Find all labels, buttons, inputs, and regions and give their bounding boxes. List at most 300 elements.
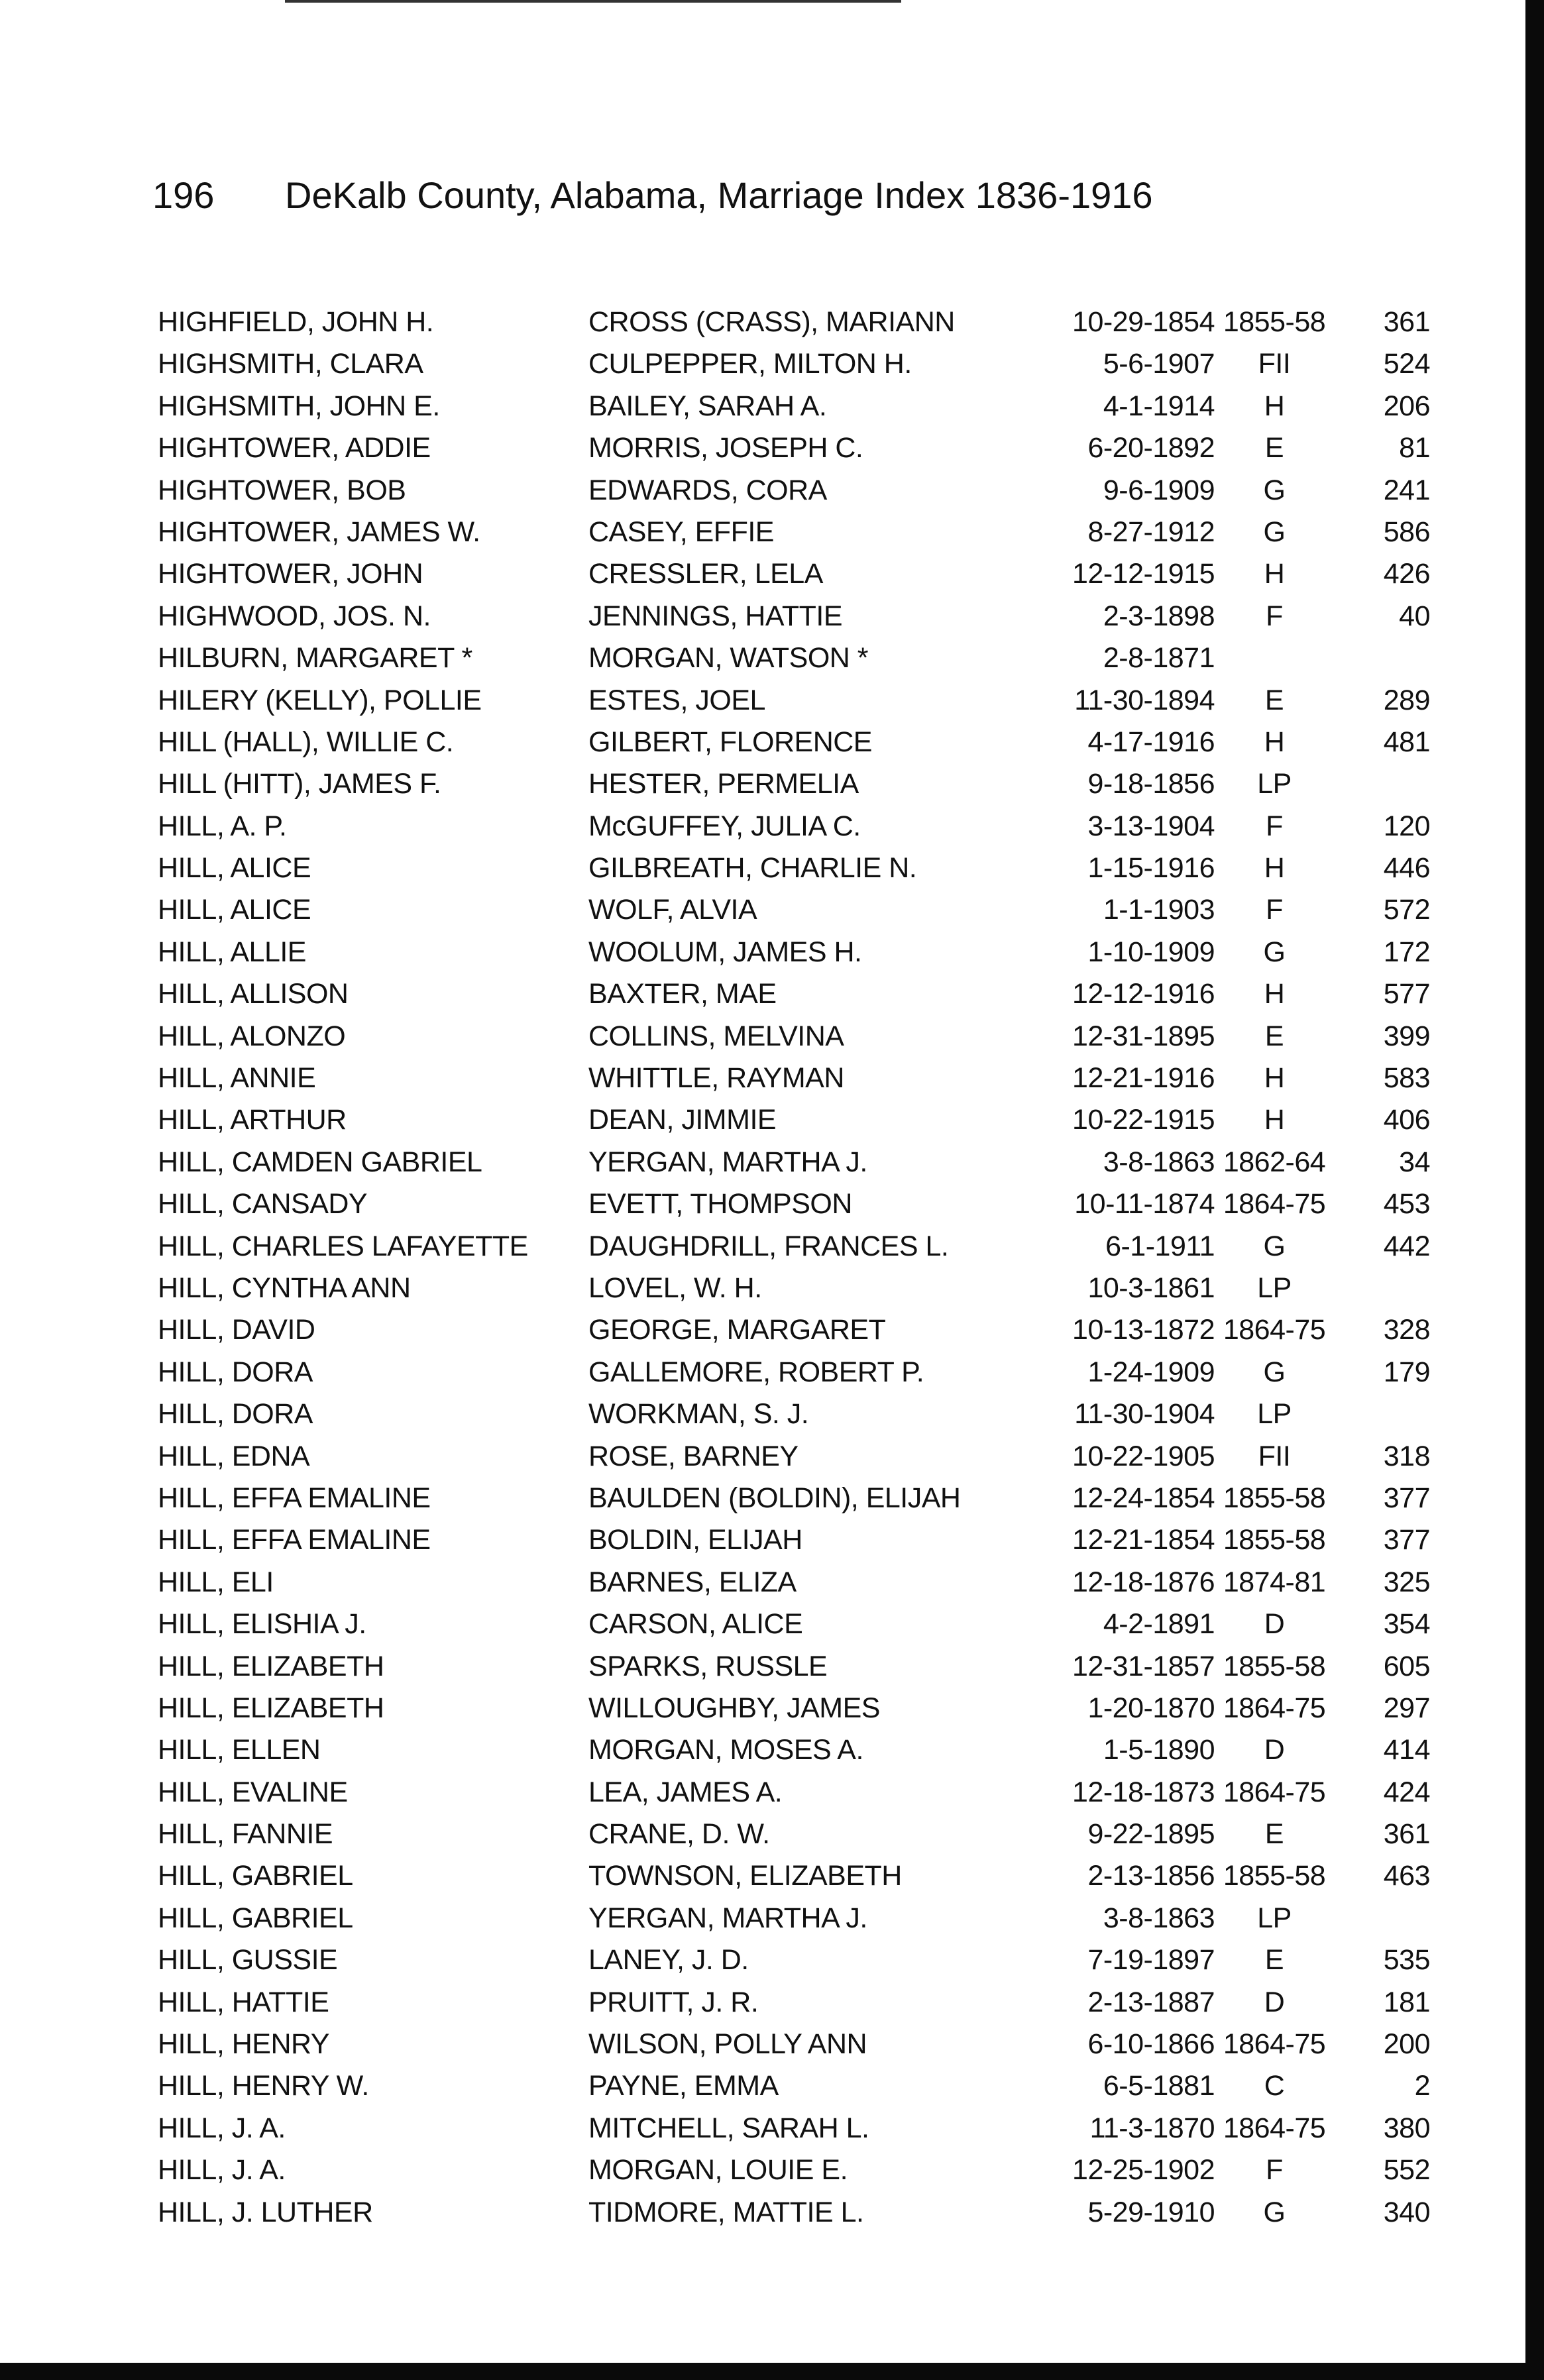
marriage-date: 12-31-1857: [1072, 1650, 1215, 1682]
spouse-name: CROSS (CRASS), MARIANN: [588, 306, 955, 338]
record-page: [1334, 1898, 1430, 1939]
record-page: 206: [1383, 390, 1430, 422]
record-page: 325: [1383, 1566, 1430, 1598]
record-page: [1334, 637, 1430, 679]
groom-bride-name: HILL (HITT), JAMES F.: [158, 768, 441, 800]
record-page: 181: [1383, 1986, 1430, 2018]
spouse-name: LEA, JAMES A.: [588, 1776, 783, 1808]
spouse-name: WILSON, POLLY ANN: [588, 2028, 867, 2061]
index-row: [158, 1603, 1430, 1645]
book-volume: [1215, 1729, 1334, 1771]
index-row: [158, 2065, 1430, 2107]
book-volume: [1215, 2192, 1334, 2234]
index-row: [158, 1982, 1430, 2024]
record-page: 586: [1383, 515, 1430, 548]
book-volume: [1215, 1016, 1334, 1057]
index-row: [158, 806, 1430, 847]
record-page: 463: [1383, 1860, 1430, 1892]
record-page: 361: [1383, 306, 1430, 338]
book-volume: [1215, 1142, 1334, 1183]
spouse-name: JENNINGS, HATTIE: [588, 600, 843, 632]
spouse-name: TIDMORE, MATTIE L.: [588, 2196, 864, 2228]
marriage-date: 4-2-1891: [1103, 1608, 1215, 1641]
record-page: 481: [1383, 726, 1430, 758]
groom-bride-name: HILL, ALLISON: [158, 978, 349, 1010]
index-row: [158, 763, 1430, 805]
groom-bride-name: HILL, GABRIEL: [158, 1860, 353, 1892]
book-volume: [1215, 2108, 1334, 2149]
index-row: [158, 847, 1430, 889]
groom-bride-name: HILL, ALLIE: [158, 936, 306, 968]
marriage-date: 6-5-1881: [1103, 2070, 1215, 2102]
book-volume-text: 1862-64: [1223, 1146, 1326, 1178]
book-volume: [1215, 596, 1334, 637]
spouse-name: WOLF, ALVIA: [588, 894, 757, 926]
index-row: [158, 1646, 1430, 1688]
index-row: [158, 1436, 1430, 1478]
book-volume: [1215, 1436, 1334, 1478]
index-row: [158, 1688, 1430, 1729]
index-row: [158, 1268, 1430, 1309]
groom-bride-name: HILL, J. A.: [158, 2154, 286, 2187]
record-page: 289: [1383, 684, 1430, 716]
groom-bride-name: HILL, J. A.: [158, 2112, 286, 2144]
record-page: 179: [1383, 1356, 1430, 1388]
spouse-name: HESTER, PERMELIA: [588, 768, 859, 800]
index-row: [158, 512, 1430, 553]
index-row: [158, 470, 1430, 512]
index-row: [158, 889, 1430, 931]
book-volume-text: G: [1263, 1356, 1286, 1388]
book-volume: [1215, 637, 1334, 679]
book-volume-text: 1864-75: [1223, 1776, 1326, 1808]
groom-bride-name: HIGHTOWER, JOHN: [158, 558, 423, 590]
record-page: 40: [1399, 600, 1430, 632]
spouse-name: MORGAN, WATSON *: [588, 642, 868, 675]
index-row: [158, 1855, 1430, 1897]
marriage-date: 2-3-1898: [1103, 600, 1215, 632]
groom-bride-name: HILL, ELIZABETH: [158, 1650, 384, 1682]
book-volume: [1215, 722, 1334, 763]
marriage-date: 12-18-1876: [1072, 1566, 1215, 1598]
record-page: 414: [1383, 1734, 1430, 1766]
book-volume-text: 1864-75: [1223, 1314, 1326, 1346]
spouse-name: MORGAN, MOSES A.: [588, 1734, 863, 1766]
spouse-name: COLLINS, MELVINA: [588, 1020, 844, 1052]
spouse-name: GALLEMORE, ROBERT P.: [588, 1356, 924, 1388]
book-volume: [1215, 427, 1334, 469]
spouse-name: YERGAN, MARTHA J.: [588, 1902, 867, 1934]
book-volume-text: 1864-75: [1223, 1188, 1326, 1220]
record-page: 377: [1383, 1524, 1430, 1556]
record-page: 361: [1383, 1818, 1430, 1851]
book-volume-text: E: [1264, 1944, 1284, 1976]
spouse-name: MITCHELL, SARAH L.: [588, 2112, 869, 2144]
record-page: 442: [1383, 1230, 1430, 1262]
spouse-name: ROSE, BARNEY: [588, 1440, 799, 1472]
groom-bride-name: HIGHTOWER, BOB: [158, 474, 406, 506]
book-volume: [1215, 1646, 1334, 1688]
groom-bride-name: HILL, CAMDEN GABRIEL: [158, 1146, 482, 1178]
book-volume-text: E: [1264, 1020, 1284, 1052]
groom-bride-name: HILL, EFFA EMALINE: [158, 1482, 431, 1514]
index-row: [158, 343, 1430, 385]
spouse-name: SPARKS, RUSSLE: [588, 1650, 828, 1682]
record-page: 535: [1383, 1944, 1430, 1976]
book-volume-text: G: [1263, 474, 1286, 506]
book-volume: [1215, 2065, 1334, 2107]
book-volume-text: FII: [1258, 348, 1291, 380]
index-row: [158, 722, 1430, 763]
book-volume-text: E: [1264, 1818, 1284, 1851]
marriage-date: 10-3-1861: [1087, 1271, 1215, 1304]
book-volume: [1215, 1057, 1334, 1099]
record-page: 552: [1383, 2154, 1430, 2187]
book-volume-text: FII: [1258, 1440, 1291, 1472]
index-row: [158, 1519, 1430, 1561]
book-volume-text: LP: [1257, 768, 1292, 800]
book-volume-text: F: [1266, 810, 1283, 842]
index-row: [158, 1939, 1430, 1981]
spouse-name: GILBREATH, CHARLIE N.: [588, 852, 917, 885]
book-volume: [1215, 1393, 1334, 1435]
book-volume: [1215, 343, 1334, 385]
marriage-date: 1-10-1909: [1087, 936, 1215, 968]
spouse-name: CRANE, D. W.: [588, 1818, 770, 1851]
record-page: 399: [1383, 1020, 1430, 1052]
marriage-date: 9-22-1895: [1087, 1818, 1215, 1851]
marriage-date: 2-8-1871: [1103, 642, 1215, 675]
marriage-date: 10-13-1872: [1072, 1314, 1215, 1346]
record-page: 453: [1383, 1188, 1430, 1220]
groom-bride-name: HILL (HALL), WILLIE C.: [158, 726, 454, 758]
spouse-name: EDWARDS, CORA: [588, 474, 827, 506]
index-row: [158, 1099, 1430, 1141]
groom-bride-name: HILL, ALONZO: [158, 1020, 346, 1052]
index-row: [158, 1772, 1430, 1813]
groom-bride-name: HILL, DORA: [158, 1398, 313, 1431]
book-volume: [1215, 553, 1334, 595]
record-page: 577: [1383, 978, 1430, 1010]
groom-bride-name: HILERY (KELLY), POLLIE: [158, 684, 482, 716]
book-volume: [1215, 973, 1334, 1015]
groom-bride-name: HILL, ARTHUR: [158, 1104, 347, 1136]
marriage-date: 12-24-1854: [1072, 1482, 1215, 1514]
marriage-date: 1-24-1909: [1087, 1356, 1215, 1388]
groom-bride-name: HILL, ANNIE: [158, 1062, 316, 1095]
marriage-date: 2-13-1856: [1087, 1860, 1215, 1892]
book-volume-text: 1855-58: [1223, 1524, 1326, 1556]
book-volume-text: H: [1264, 558, 1285, 590]
record-page: 572: [1383, 894, 1430, 926]
book-volume: [1215, 470, 1334, 512]
book-volume: [1215, 1268, 1334, 1309]
book-volume-text: H: [1264, 852, 1285, 885]
record-page: 340: [1383, 2196, 1430, 2228]
groom-bride-name: HILL, ELI: [158, 1566, 274, 1598]
marriage-date: 12-21-1916: [1072, 1062, 1215, 1095]
groom-bride-name: HILL, CHARLES LAFAYETTE: [158, 1230, 528, 1262]
marriage-date: 6-10-1866: [1087, 2028, 1215, 2061]
spouse-name: BAXTER, MAE: [588, 978, 777, 1010]
book-volume: [1215, 2024, 1334, 2065]
marriage-date: 4-1-1914: [1103, 390, 1215, 422]
record-page: 524: [1383, 348, 1430, 380]
book-volume-text: 1864-75: [1223, 2112, 1326, 2144]
index-row: [158, 1016, 1430, 1057]
book-volume: [1215, 1183, 1334, 1225]
book-volume: [1215, 932, 1334, 973]
groom-bride-name: HILL, ALICE: [158, 852, 311, 885]
spouse-name: CARSON, ALICE: [588, 1608, 803, 1641]
book-volume-text: H: [1264, 1104, 1285, 1136]
marriage-date: 12-12-1915: [1072, 558, 1215, 590]
scan-border-right: [1525, 0, 1544, 2380]
spouse-name: BARNES, ELIZA: [588, 1566, 797, 1598]
marriage-date: 7-19-1897: [1087, 1944, 1215, 1976]
book-volume: [1215, 806, 1334, 847]
page-header: [152, 169, 1153, 222]
spouse-name: CRESSLER, LELA: [588, 558, 823, 590]
index-row: [158, 1813, 1430, 1855]
book-volume-text: G: [1263, 936, 1286, 968]
groom-bride-name: HILL, DAVID: [158, 1314, 315, 1346]
book-volume-text: D: [1264, 1608, 1285, 1641]
record-page: 297: [1383, 1692, 1430, 1724]
book-volume-text: 1855-58: [1223, 1482, 1326, 1514]
marriage-date: 10-22-1905: [1072, 1440, 1215, 1472]
record-page: [1334, 1393, 1430, 1435]
book-volume-text: 1874-81: [1223, 1566, 1326, 1598]
marriage-date: 1-1-1903: [1103, 894, 1215, 926]
record-page: 605: [1383, 1650, 1430, 1682]
spouse-name: PRUITT, J. R.: [588, 1986, 759, 2018]
spouse-name: WOOLUM, JAMES H.: [588, 936, 862, 968]
index-row: [158, 637, 1430, 679]
book-volume: [1215, 1898, 1334, 1939]
index-row: [158, 1226, 1430, 1268]
marriage-index-table: [158, 301, 1430, 2234]
index-row: [158, 386, 1430, 427]
record-page: 81: [1399, 432, 1430, 464]
record-page: 120: [1383, 810, 1430, 842]
record-page: 380: [1383, 2112, 1430, 2144]
book-volume-text: LP: [1257, 1398, 1292, 1431]
index-row: [158, 553, 1430, 595]
index-row: [158, 1183, 1430, 1225]
marriage-date: 9-18-1856: [1087, 768, 1215, 800]
book-volume: [1215, 2149, 1334, 2191]
groom-bride-name: HILBURN, MARGARET *: [158, 642, 472, 675]
groom-bride-name: HILL, GUSSIE: [158, 1944, 338, 1976]
marriage-date: 3-8-1863: [1103, 1146, 1215, 1178]
book-volume: [1215, 1519, 1334, 1561]
book-volume: [1215, 1478, 1334, 1519]
book-volume-text: H: [1264, 978, 1285, 1010]
index-row: [158, 1562, 1430, 1603]
marriage-date: 1-15-1916: [1087, 852, 1215, 885]
spouse-name: LOVEL, W. H.: [588, 1271, 762, 1304]
book-volume: [1215, 1562, 1334, 1603]
marriage-date: 5-6-1907: [1103, 348, 1215, 380]
record-page: 406: [1383, 1104, 1430, 1136]
groom-bride-name: HILL, FANNIE: [158, 1818, 333, 1851]
marriage-date: 12-25-1902: [1072, 2154, 1215, 2187]
book-volume-text: F: [1266, 600, 1283, 632]
marriage-date: 11-30-1904: [1074, 1398, 1215, 1431]
marriage-date: 3-13-1904: [1087, 810, 1215, 842]
scan-artifact-top: [285, 0, 901, 3]
book-volume-text: H: [1264, 390, 1285, 422]
index-row: [158, 1478, 1430, 1519]
book-volume: [1215, 512, 1334, 553]
groom-bride-name: HILL, HATTIE: [158, 1986, 329, 2018]
groom-bride-name: HIGHSMITH, JOHN E.: [158, 390, 440, 422]
spouse-name: McGUFFEY, JULIA C.: [588, 810, 861, 842]
book-volume: [1215, 1603, 1334, 1645]
groom-bride-name: HILL, ALICE: [158, 894, 311, 926]
book-volume-text: C: [1264, 2070, 1285, 2102]
book-volume: [1215, 386, 1334, 427]
index-row: [158, 2108, 1430, 2149]
groom-bride-name: HILL, J. LUTHER: [158, 2196, 373, 2228]
book-volume: [1215, 1939, 1334, 1981]
book-volume-text: E: [1264, 432, 1284, 464]
spouse-name: CASEY, EFFIE: [588, 515, 774, 548]
groom-bride-name: HILL, A. P.: [158, 810, 287, 842]
index-row: [158, 973, 1430, 1015]
book-volume-text: G: [1263, 2196, 1286, 2228]
spouse-name: MORRIS, JOSEPH C.: [588, 432, 863, 464]
book-volume: [1215, 1772, 1334, 1813]
spouse-name: MORGAN, LOUIE E.: [588, 2154, 848, 2187]
groom-bride-name: HILL, EVALINE: [158, 1776, 348, 1808]
book-volume: [1215, 1813, 1334, 1855]
groom-bride-name: HILL, HENRY: [158, 2028, 329, 2061]
book-volume-text: 1864-75: [1223, 1692, 1326, 1724]
marriage-date: 6-20-1892: [1087, 432, 1215, 464]
marriage-date: 1-5-1890: [1103, 1734, 1215, 1766]
book-volume: [1215, 1855, 1334, 1897]
spouse-name: ESTES, JOEL: [588, 684, 765, 716]
book-volume-text: H: [1264, 726, 1285, 758]
page-number: 196: [152, 174, 215, 216]
groom-bride-name: HILL, ELIZABETH: [158, 1692, 384, 1724]
groom-bride-name: HIGHTOWER, JAMES W.: [158, 515, 480, 548]
book-volume-text: 1855-58: [1223, 1860, 1326, 1892]
book-volume-text: 1855-58: [1223, 1650, 1326, 1682]
spouse-name: BAULDEN (BOLDIN), ELIJAH: [588, 1482, 961, 1514]
book-volume: [1215, 1352, 1334, 1393]
record-page: 172: [1383, 936, 1430, 968]
book-volume: [1215, 1226, 1334, 1268]
marriage-date: 10-22-1915: [1072, 1104, 1215, 1136]
index-row: [158, 932, 1430, 973]
marriage-date: 1-20-1870: [1087, 1692, 1215, 1724]
record-page: 200: [1383, 2028, 1430, 2061]
index-row: [158, 1352, 1430, 1393]
spouse-name: WORKMAN, S. J.: [588, 1398, 809, 1431]
record-page: 446: [1383, 852, 1430, 885]
spouse-name: CULPEPPER, MILTON H.: [588, 348, 912, 380]
index-row: [158, 1057, 1430, 1099]
spouse-name: WILLOUGHBY, JAMES: [588, 1692, 880, 1724]
book-volume: [1215, 1309, 1334, 1351]
marriage-date: 8-27-1912: [1087, 515, 1215, 548]
spouse-name: DAUGHDRILL, FRANCES L.: [588, 1230, 949, 1262]
book-volume-text: LP: [1257, 1271, 1292, 1304]
groom-bride-name: HILL, DORA: [158, 1356, 313, 1388]
spouse-name: DEAN, JIMMIE: [588, 1104, 777, 1136]
book-volume-text: 1855-58: [1223, 306, 1326, 338]
record-page: 426: [1383, 558, 1430, 590]
book-volume-text: F: [1266, 2154, 1283, 2187]
groom-bride-name: HILL, EFFA EMALINE: [158, 1524, 431, 1556]
record-page: 328: [1383, 1314, 1430, 1346]
index-row: [158, 680, 1430, 722]
record-page: [1334, 763, 1430, 805]
index-row: [158, 1142, 1430, 1183]
groom-bride-name: HIGHSMITH, CLARA: [158, 348, 423, 380]
book-volume-text: F: [1266, 894, 1283, 926]
record-page: 34: [1399, 1146, 1430, 1178]
spouse-name: LANEY, J. D.: [588, 1944, 749, 1976]
record-page: 241: [1383, 474, 1430, 506]
marriage-date: 4-17-1916: [1087, 726, 1215, 758]
marriage-date: 12-21-1854: [1072, 1524, 1215, 1556]
marriage-date: 5-29-1910: [1087, 2196, 1215, 2228]
book-volume: [1215, 763, 1334, 805]
spouse-name: BAILEY, SARAH A.: [588, 390, 827, 422]
record-page: [1334, 1268, 1430, 1309]
record-page: 424: [1383, 1776, 1430, 1808]
spouse-name: GILBERT, FLORENCE: [588, 726, 872, 758]
index-row: [158, 301, 1430, 343]
scan-border-bottom: [0, 2363, 1544, 2380]
book-volume-text: H: [1264, 1062, 1285, 1095]
groom-bride-name: HILL, EDNA: [158, 1440, 310, 1472]
book-volume: [1215, 889, 1334, 931]
book-volume: [1215, 847, 1334, 889]
spouse-name: GEORGE, MARGARET: [588, 1314, 886, 1346]
marriage-date: 12-12-1916: [1072, 978, 1215, 1010]
book-volume: [1215, 301, 1334, 343]
record-page: 2: [1414, 2070, 1430, 2102]
page-title: DeKalb County, Alabama, Marriage Index 1836-1916: [285, 174, 1153, 216]
groom-bride-name: HILL, ELLEN: [158, 1734, 321, 1766]
record-page: 354: [1383, 1608, 1430, 1641]
index-row: [158, 2192, 1430, 2234]
spouse-name: TOWNSON, ELIZABETH: [588, 1860, 902, 1892]
marriage-date: 10-29-1854: [1072, 306, 1215, 338]
index-row: [158, 1729, 1430, 1771]
book-volume: [1215, 1099, 1334, 1141]
marriage-date: 2-13-1887: [1087, 1986, 1215, 2018]
groom-bride-name: HIGHWOOD, JOS. N.: [158, 600, 431, 632]
index-row: [158, 596, 1430, 637]
book-volume: [1215, 680, 1334, 722]
marriage-date: 12-18-1873: [1072, 1776, 1215, 1808]
book-volume-text: LP: [1257, 1902, 1292, 1934]
marriage-date: 6-1-1911: [1105, 1230, 1215, 1262]
marriage-date: 11-30-1894: [1074, 684, 1215, 716]
groom-bride-name: HIGHTOWER, ADDIE: [158, 432, 431, 464]
marriage-date: 3-8-1863: [1103, 1902, 1215, 1934]
book-volume-text: G: [1263, 1230, 1286, 1262]
marriage-date: 9-6-1909: [1103, 474, 1215, 506]
marriage-date: 10-11-1874: [1074, 1188, 1215, 1220]
record-page: 583: [1383, 1062, 1430, 1095]
